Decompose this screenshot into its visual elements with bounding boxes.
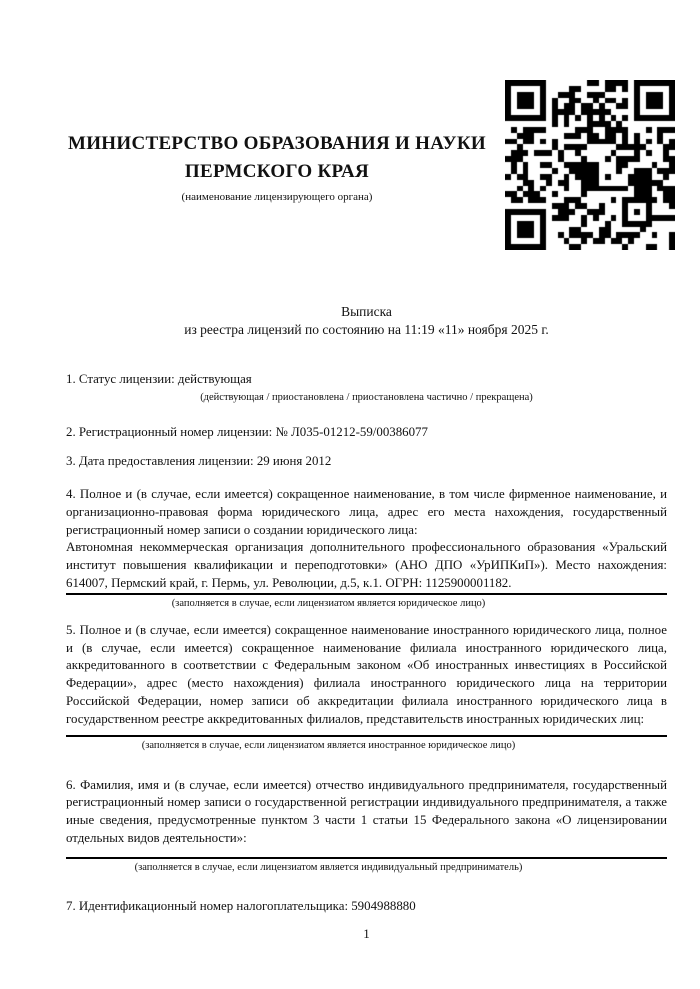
individual-entrepreneur-caption: (заполняется в случае, если лицензиатом является индивидуальный предприниматель) [134, 861, 523, 873]
license-status-options-caption: (действующая / приостановлена / приостановлена частично / прекращена) [200, 392, 533, 403]
section-foreign-entity [66, 622, 667, 753]
ministry-name-line1: МИНИСТЕРСТВО ОБРАЗОВАНИЯ И НАУКИ [67, 133, 487, 154]
fill-in-line [66, 857, 667, 859]
ministry-name-line2: ПЕРМСКОГО КРАЯ [184, 161, 370, 182]
fill-in-line [66, 593, 667, 595]
licensing-authority-header [54, 130, 500, 204]
legal-entity-value: Автономная некоммерческая организация дополнительного профессионального образования «Уральский институт повышения квалификации и переподготовки» (АНО ДПО «УрИПКиП»). Место нахождения: 614007, Пермский край, г. Пермь, ул. Революции, д.5, к.1. ОГРН: 1125900001182. [66, 540, 667, 590]
page-number: 1 [363, 926, 370, 941]
authority-caption: (наименование лицензирующего органа) [181, 191, 373, 203]
section-license-status [66, 370, 667, 405]
foreign-entity-caption: (заполняется в случае, если лицензиатом является иностранное юридическое лицо) [141, 739, 516, 751]
document-title-line2: из реестра лицензий по состоянию на 11:19 «11» ноября 2025 г. [184, 322, 549, 337]
legal-entity-description: 4. Полное и (в случае, если имеется) сокращенное наименование, в том числе фирменное наименование, и организационно-правовая форма юридического лица, адрес его места нахождения, государственный регистрационный номер записи о создании юридического лица: [66, 487, 667, 537]
document-body [66, 370, 667, 915]
foreign-entity-description: 5. Полное и (в случае, если имеется) сокращенное наименование иностранного юридического лица, полное и (в случае, если имеется) сокращенное наименование филиала иностранного юридического лица, аккредитованного в соответствии с Федеральным законом «Об иностранных инвестициях в Российской Федерации», адрес (место нахождения) филиала иностранного юридического лица на территории Российской Федерации, номер записи об аккредитации филиала иностранного юридического лица в государственном реестре аккредитованных филиалов, представительств иностранных юридических лиц: [66, 622, 667, 726]
section-registration-number: 2. Регистрационный номер лицензии: № Л035-01212-59/00386077 [66, 425, 428, 439]
section-legal-entity [66, 486, 667, 611]
individual-entrepreneur-description: 6. Фамилия, имя и (в случае, если имеется) отчество индивидуального предпринимателя, государственный регистрационный номер записи о государственной регистрации индивидуального предпринимателя, а также иные сведения, предусмотренные пунктом 3 части 1 статьи 15 Федерального закона «О лицензировании отдельных видов деятельности»: [66, 777, 667, 845]
license-status-text: 1. Статус лицензии: действующая [66, 372, 252, 386]
section-taxpayer-number: 7. Идентификационный номер налогоплательщика: 5904988880 [66, 898, 416, 913]
legal-entity-caption: (заполняется в случае, если лицензиатом является юридическое лицо) [171, 597, 486, 609]
section-individual-entrepreneur [66, 777, 667, 875]
document-title-line1: Выписка [341, 304, 392, 319]
section-grant-date: 3. Дата предоставления лицензии: 29 июня 2012 [66, 454, 332, 468]
document-title [66, 303, 667, 339]
fill-in-line [66, 735, 667, 737]
qr-code [505, 80, 675, 250]
